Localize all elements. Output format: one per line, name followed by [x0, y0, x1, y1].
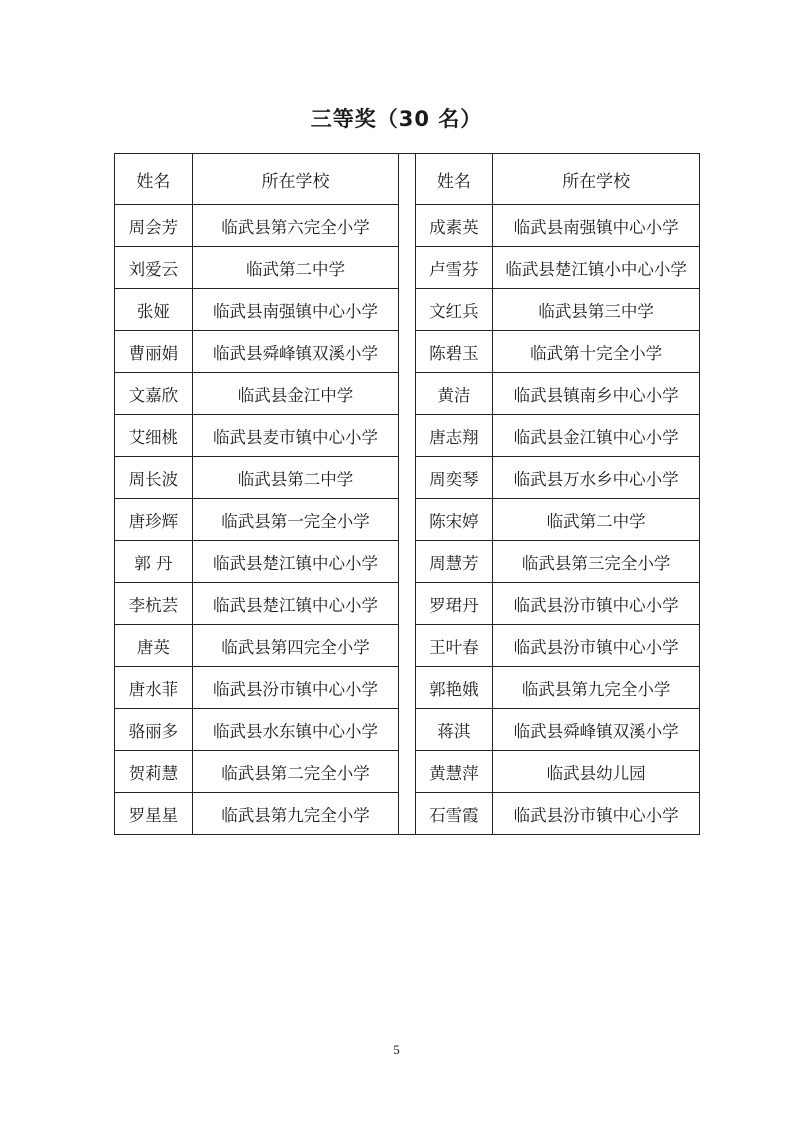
- left-school-cell: 临武县第四完全小学: [192, 625, 399, 667]
- header-school-right: 所在学校: [493, 154, 700, 205]
- right-school-cell: 临武县楚江镇小中心小学: [493, 247, 700, 289]
- table-row: [115, 499, 700, 541]
- left-name-cell: 罗星星: [115, 793, 193, 835]
- left-school-cell: 临武县水东镇中心小学: [192, 709, 399, 751]
- left-name-cell: 张娅: [115, 289, 193, 331]
- right-school-cell: 临武县金江镇中心小学: [493, 415, 700, 457]
- header-school-left: 所在学校: [192, 154, 399, 205]
- header-name-left: 姓名: [115, 154, 193, 205]
- left-school-cell: 临武第二中学: [192, 247, 399, 289]
- left-name-cell: 艾细桃: [115, 415, 193, 457]
- column-gap: [399, 541, 415, 583]
- column-gap: [399, 415, 415, 457]
- table-row: [115, 457, 700, 499]
- left-school-cell: 临武县第一完全小学: [192, 499, 399, 541]
- right-school-cell: 临武县镇南乡中心小学: [493, 373, 700, 415]
- table-row: [115, 331, 700, 373]
- table-row: [115, 667, 700, 709]
- left-school-cell: 临武县南强镇中心小学: [192, 289, 399, 331]
- left-school-cell: 临武县第二完全小学: [192, 751, 399, 793]
- left-school-cell: 临武县楚江镇中心小学: [192, 541, 399, 583]
- table-row: [115, 625, 700, 667]
- right-name-cell: 蒋淇: [415, 709, 493, 751]
- column-gap: [399, 457, 415, 499]
- right-name-cell: 罗珺丹: [415, 583, 493, 625]
- right-name-cell: 成素英: [415, 205, 493, 247]
- column-gap: [399, 289, 415, 331]
- right-school-cell: 临武第十完全小学: [493, 331, 700, 373]
- left-name-cell: 骆丽多: [115, 709, 193, 751]
- right-school-cell: 临武县南强镇中心小学: [493, 205, 700, 247]
- left-name-cell: 唐珍辉: [115, 499, 193, 541]
- column-gap: [399, 205, 415, 247]
- right-name-cell: 石雪霞: [415, 793, 493, 835]
- column-gap: [399, 331, 415, 373]
- table-row: [115, 583, 700, 625]
- table-row: [115, 289, 700, 331]
- header-name-right: 姓名: [415, 154, 493, 205]
- left-name-cell: 文嘉欣: [115, 373, 193, 415]
- column-gap: [399, 373, 415, 415]
- column-gap: [399, 583, 415, 625]
- right-name-cell: 周奕琴: [415, 457, 493, 499]
- right-school-cell: 临武县汾市镇中心小学: [493, 793, 700, 835]
- left-name-cell: 唐水菲: [115, 667, 193, 709]
- left-name-cell: 刘爱云: [115, 247, 193, 289]
- right-name-cell: 陈碧玉: [415, 331, 493, 373]
- right-school-cell: 临武县汾市镇中心小学: [493, 583, 700, 625]
- table-row: [115, 793, 700, 835]
- right-school-cell: 临武县万水乡中心小学: [493, 457, 700, 499]
- left-name-cell: 李杭芸: [115, 583, 193, 625]
- left-name-cell: 贺莉慧: [115, 751, 193, 793]
- right-name-cell: 黄洁: [415, 373, 493, 415]
- right-name-cell: 周慧芳: [415, 541, 493, 583]
- left-name-cell: 唐英: [115, 625, 193, 667]
- table-row: [115, 709, 700, 751]
- column-gap: [399, 709, 415, 751]
- table-row: [115, 247, 700, 289]
- right-name-cell: 唐志翔: [415, 415, 493, 457]
- table-header-row: [115, 154, 700, 205]
- right-name-cell: 郭艳娥: [415, 667, 493, 709]
- awards-table: [114, 153, 700, 835]
- table-row: [115, 415, 700, 457]
- table-row: [115, 541, 700, 583]
- left-name-cell: 郭 丹: [115, 541, 193, 583]
- right-name-cell: 王叶春: [415, 625, 493, 667]
- right-school-cell: 临武县第三完全小学: [493, 541, 700, 583]
- left-school-cell: 临武县楚江镇中心小学: [192, 583, 399, 625]
- left-school-cell: 临武县第六完全小学: [192, 205, 399, 247]
- left-school-cell: 临武县第九完全小学: [192, 793, 399, 835]
- right-school-cell: 临武县汾市镇中心小学: [493, 625, 700, 667]
- column-gap: [399, 667, 415, 709]
- column-gap: [399, 625, 415, 667]
- column-gap: [399, 154, 415, 205]
- right-school-cell: 临武县第三中学: [493, 289, 700, 331]
- right-school-cell: 临武县舜峰镇双溪小学: [493, 709, 700, 751]
- column-gap: [399, 793, 415, 835]
- right-name-cell: 文红兵: [415, 289, 493, 331]
- left-name-cell: 周会芳: [115, 205, 193, 247]
- left-school-cell: 临武县麦市镇中心小学: [192, 415, 399, 457]
- left-school-cell: 临武县金江中学: [192, 373, 399, 415]
- right-name-cell: 陈宋婷: [415, 499, 493, 541]
- table-row: [115, 751, 700, 793]
- column-gap: [399, 751, 415, 793]
- column-gap: [399, 499, 415, 541]
- table-row: [115, 205, 700, 247]
- left-name-cell: 周长波: [115, 457, 193, 499]
- left-school-cell: 临武县汾市镇中心小学: [192, 667, 399, 709]
- left-name-cell: 曹丽娟: [115, 331, 193, 373]
- page-title: 三等奖（30 名）: [310, 107, 483, 131]
- page-number: 5: [393, 1042, 400, 1057]
- left-school-cell: 临武县第二中学: [192, 457, 399, 499]
- left-school-cell: 临武县舜峰镇双溪小学: [192, 331, 399, 373]
- column-gap: [399, 247, 415, 289]
- table-row: [115, 373, 700, 415]
- right-school-cell: 临武县幼儿园: [493, 751, 700, 793]
- right-name-cell: 卢雪芬: [415, 247, 493, 289]
- right-name-cell: 黄慧萍: [415, 751, 493, 793]
- right-school-cell: 临武第二中学: [493, 499, 700, 541]
- right-school-cell: 临武县第九完全小学: [493, 667, 700, 709]
